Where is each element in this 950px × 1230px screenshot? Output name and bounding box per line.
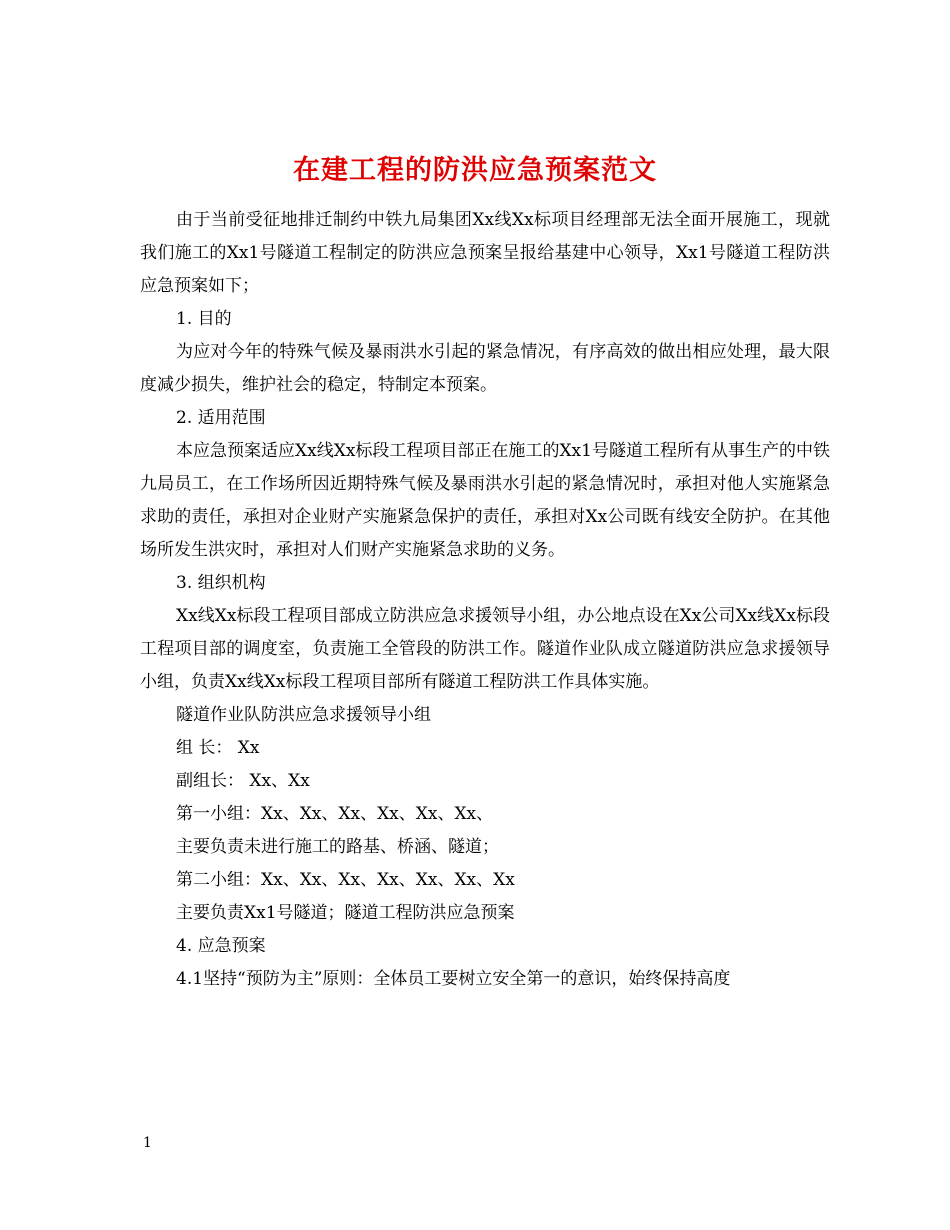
paragraph: 第二小组：Xx、Xx、Xx、Xx、Xx、Xx、Xx — [176, 870, 515, 890]
paragraph: 2. 适用范围 — [176, 408, 266, 428]
paragraph: 4.1坚持“预防为主”原则：全体员工要树立安全第一的意识，始终保持高度 — [176, 969, 731, 989]
paragraph: 3. 组织机构 — [176, 573, 266, 593]
document-title: 在建工程的防洪应急预案范文 — [293, 155, 657, 187]
page-number: 1 — [143, 1135, 152, 1151]
document-body — [140, 204, 830, 996]
paragraph: 主要负责Xx1号隧道；隧道工程防洪应急预案 — [176, 903, 515, 923]
paragraph: 4. 应急预案 — [176, 936, 266, 956]
paragraph: 由于当前受征地排迁制约中铁九局集团Xx线Xx标项目经理部无法全面开展施工，现就我们施工的Xx1号隧道工程制定的防洪应急预案呈报给基建中心领导，Xx1号隧道工程防洪应急预案如下； — [140, 210, 830, 296]
paragraph: 本应急预案适应Xx线Xx标段工程项目部正在施工的Xx1号隧道工程所有从事生产的中铁九局员工，在工作场所因近期特殊气候及暴雨洪水引起的紧急情况时，承担对他人实施紧急求助的责任，承担对企业财产实施紧急保护的责任，承担对Xx公司既有线安全防护。在其他场所发生洪灾时，承担对人们财产实施紧急求助的义务。 — [140, 441, 830, 560]
paragraph: 主要负责未进行施工的路基、桥涵、隧道； — [176, 837, 499, 857]
paragraph: 组 长： Xx — [176, 738, 260, 758]
paragraph: 副组长： Xx、Xx — [176, 771, 310, 791]
paragraph: Xx线Xx标段工程项目部成立防洪应急求援领导小组，办公地点设在Xx公司Xx线Xx标段工程项目部的调度室，负责施工全管段的防洪工作。隧道作业队成立隧道防洪应急求援领导小组，负责Xx线Xx标段工程项目部所有隧道工程防洪工作具体实施。 — [140, 606, 830, 692]
paragraph: 第一小组：Xx、Xx、Xx、Xx、Xx、Xx、 — [176, 804, 494, 824]
paragraph: 1. 目的 — [176, 309, 232, 329]
paragraph: 隧道作业队防洪应急求援领导小组 — [176, 705, 431, 725]
paragraph: 为应对今年的特殊气候及暴雨洪水引起的紧急情况，有序高效的做出相应处理，最大限度减少损失，维护社会的稳定，特制定本预案。 — [140, 342, 830, 395]
